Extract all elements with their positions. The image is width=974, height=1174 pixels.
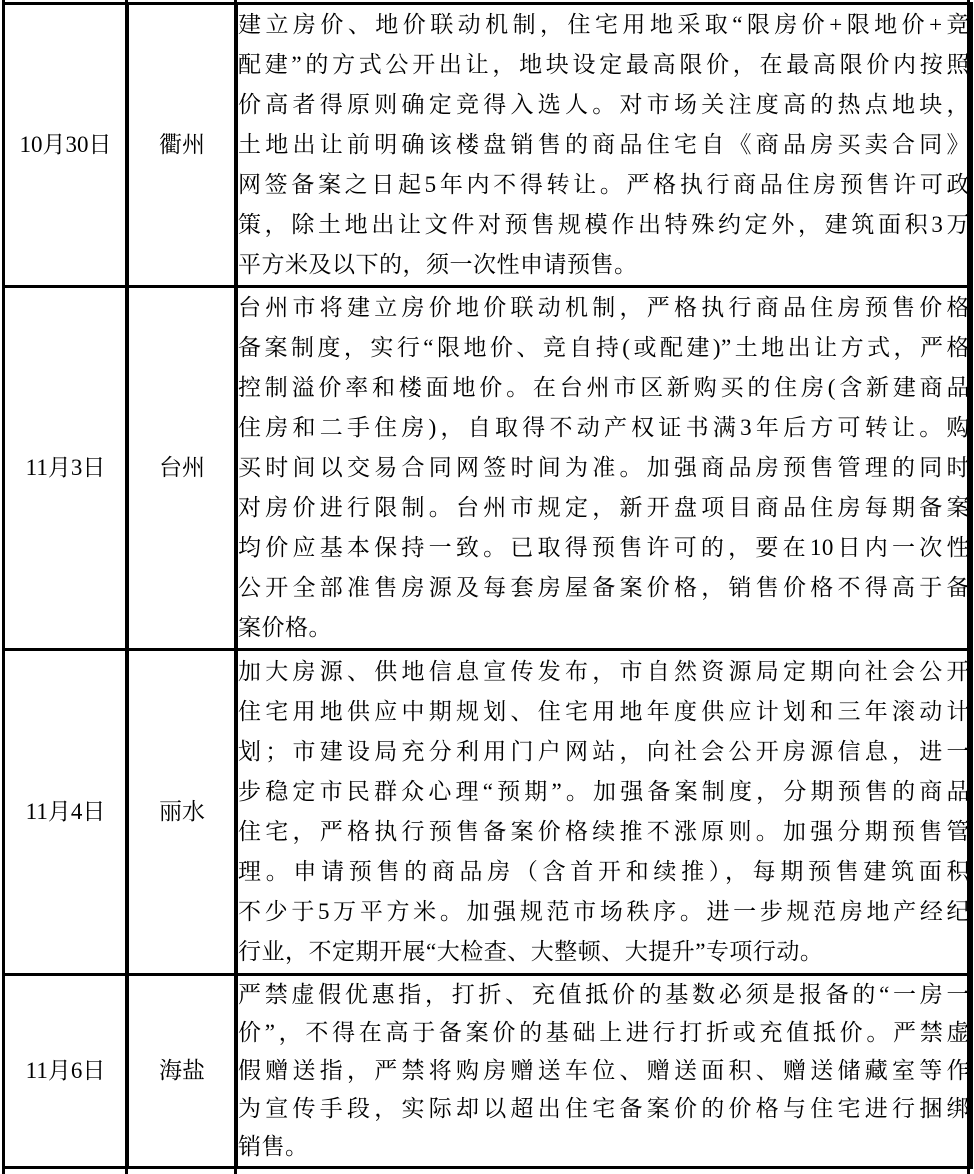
policy-cell [237, 975, 972, 1168]
text-line: 假赠送指，严禁将购房赠送车位、赠送面积、赠送储藏室等作 [238, 1058, 970, 1083]
text-line: 行业，不定期开展“大检查、大整顿、大提升”专项行动。 [238, 939, 824, 964]
text-line: 住房和二手住房)，自取得不动产权证书满3年后方可转让。购 [238, 415, 970, 440]
text-line: 土地出让前明确该楼盘销售的商品住宅自《商品房买卖合同》 [238, 132, 970, 157]
city-cell: 海盐 [128, 975, 237, 1168]
text-line: 严禁虚假优惠指，打折、充值抵价的基数必须是报备的“一房一 [238, 982, 970, 1007]
policy-table [2, 2, 973, 1169]
date-cell: 10月30日 [4, 4, 128, 287]
table-row [4, 975, 972, 1168]
table-row [4, 4, 972, 287]
text-line: 为宣传手段，实际却以超出住宅备案价的价格与住宅进行捆绑 [238, 1096, 970, 1121]
table-row [4, 650, 972, 975]
text-line: 备案制度，实行“限地价、竞自持(或配建)”土地出让方式，严格 [238, 335, 970, 360]
city-cell: 衢州 [128, 4, 237, 287]
text-line: 价高者得原则确定竞得入选人。对市场关注度高的热点地块， [238, 92, 970, 117]
text-line: 控制溢价率和楼面地价。在台州市区新购买的住房(含新建商品 [238, 375, 970, 400]
text-line: 价”，不得在高于备案价的基础上进行打折或充值抵价。严禁虚 [238, 1020, 970, 1045]
text-line: 台州市将建立房价地价联动机制，严格执行商品住房预售价格 [238, 295, 970, 320]
city-cell: 台州 [128, 287, 237, 650]
date-cell: 11月4日 [4, 650, 128, 975]
text-line: 网签备案之日起5年内不得转让。严格执行商品住房预售许可政 [238, 172, 970, 197]
city-cell: 丽水 [128, 650, 237, 975]
policy-cell [237, 650, 972, 975]
text-line: 理。申请预售的商品房（含首开和续推），每期预售建筑面积 [238, 859, 970, 884]
text-line: 配建”的方式公开出让，地块设定最高限价，在最高限价内按照 [238, 52, 970, 77]
policy-cell [237, 287, 972, 650]
text-line: 公开全部准售房源及每套房屋备案价格，销售价格不得高于备 [238, 575, 970, 600]
text-line: 住宅，严格执行预售备案价格续推不涨原则。加强分期预售管 [238, 819, 970, 844]
text-line: 住宅用地供应中期规划、住宅用地年度供应计划和三年滚动计 [238, 699, 970, 724]
text-line: 步稳定市民群众心理“预期”。加强备案制度，分期预售的商品 [238, 779, 970, 804]
text-line: 策，除土地出让文件对预售规模作出特殊约定外，建筑面积3万 [238, 212, 970, 237]
text-line: 买时间以交易合同网签时间为准。加强商品房预售管理的同时 [238, 455, 970, 480]
text-line: 不少于5万平方米。加强规范市场秩序。进一步规范房地产经纪 [238, 899, 970, 924]
text-line: 案价格。 [238, 615, 332, 640]
policy-cell [237, 4, 972, 287]
text-line: 均价应基本保持一致。已取得预售许可的，要在10日内一次性 [238, 535, 970, 560]
date-cell: 11月6日 [4, 975, 128, 1168]
text-line: 加大房源、供地信息宣传发布，市自然资源局定期向社会公开 [238, 659, 970, 684]
date-cell: 11月3日 [4, 287, 128, 650]
text-line: 平方米及以下的，须一次性申请预售。 [238, 252, 638, 277]
text-line: 划；市建设局充分利用门户网站，向社会公开房源信息，进一 [238, 739, 970, 764]
table-row [4, 287, 972, 650]
text-line: 对房价进行限制。台州市规定，新开盘项目商品住房每期备案 [238, 495, 970, 520]
text-line: 销售。 [238, 1134, 309, 1159]
text-line: 建立房价、地价联动机制，住宅用地采取“限房价+限地价+竞 [238, 12, 970, 37]
